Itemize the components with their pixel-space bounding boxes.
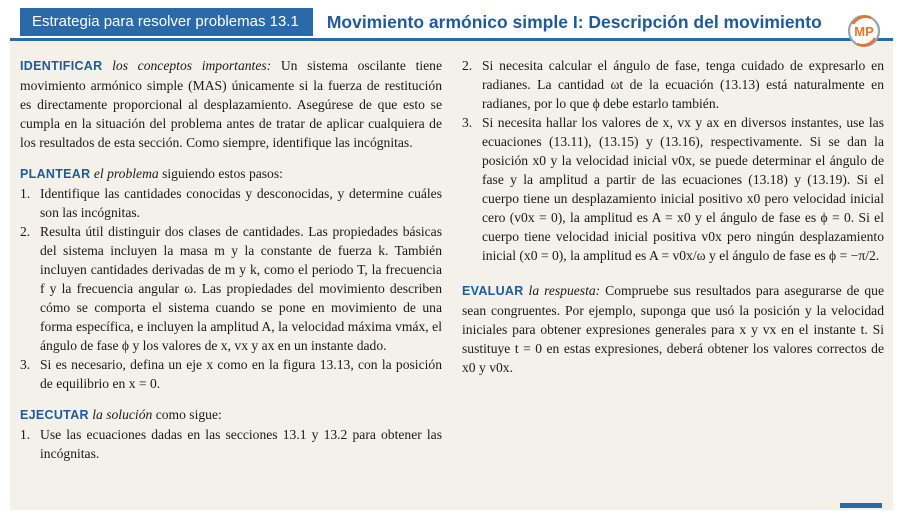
strategy-label: Estrategia para resolver problemas 13.1	[20, 8, 313, 36]
execute-keyword: EJECUTAR	[20, 408, 89, 422]
execute-list-continued	[462, 56, 884, 265]
execute-subtitle: la solución	[92, 407, 153, 422]
list-item	[462, 113, 884, 265]
plan-list	[20, 184, 442, 393]
identify-text: Un sistema oscilante tiene movimiento armónico simple (MAS) únicamente si la fuerza de restitución es directamente proporcional al desplazamiento. Asegúrese de que esto se cumpla en la situación del problema antes de tratar de aplicar cualquiera de los resultados de esta sección. Como siempre, identifique las incógnitas.	[20, 58, 442, 150]
right-column	[462, 56, 884, 389]
evaluate-keyword: EVALUAR	[462, 284, 524, 298]
list-item	[20, 222, 442, 355]
page-title: Movimiento armónico simple I: Descripción del movimiento	[326, 11, 822, 32]
list-item-text: Si necesita calcular el ángulo de fase, tenga cuidado de expresarlo en radianes. La cantidad ωt de la ecuación (13.13) está naturalmente en radianes, por lo que ϕ debe estarlo también.	[482, 58, 884, 111]
list-item-text: Si es necesario, defina un eje x como en la figura 13.13, con la posición de equilibrio en x = 0.	[40, 357, 442, 391]
list-item-number: 2.	[462, 58, 473, 73]
plan-intro: siguiendo estos pasos:	[162, 166, 283, 181]
identify-paragraph	[20, 56, 442, 152]
header	[20, 8, 890, 36]
list-item	[20, 425, 442, 463]
list-item	[462, 56, 884, 113]
list-item-text: Resulta útil distinguir dos clases de cantidades. Las propiedades básicas del sistema incluyen la masa m y la constante de fuerza k. También incluyen cantidades derivadas de m y k, como el periodo T, la frecuencia f y la frecuencia angular ω. Las propiedades del movimiento describen cómo se comporta el sistema cuando se pone en movimiento de una forma específica, e incluyen la amplitud A, la velocidad máxima vmáx, el ángulo de fase ϕ y los valores de x, vx y ax en un instante dado.	[40, 224, 442, 353]
plan-heading	[20, 164, 442, 184]
identify-keyword: IDENTIFICAR	[20, 59, 103, 73]
list-item-number: 2.	[20, 224, 31, 239]
list-item-text: Identifique las cantidades conocidas y desconocidas, y determine cuáles son las incógnitas.	[40, 186, 442, 220]
list-item	[20, 355, 442, 393]
list-item	[20, 184, 442, 222]
execute-heading	[20, 405, 442, 425]
execute-intro: como sigue:	[155, 407, 222, 422]
evaluate-subtitle: la respuesta:	[528, 283, 601, 298]
list-item-number: 3.	[462, 115, 473, 130]
list-item-number: 1.	[20, 186, 31, 201]
evaluate-text: Compruebe sus resultados para asegurarse de que sean congruentes. Por ejemplo, suponga que usó la posición y la velocidad iniciales para obtener expresiones generales para x y vx en el instante t. Si sustituye t = 0 en estas expresiones, deberá obtener los valores correctos de x0 y v0x.	[462, 283, 884, 375]
execute-list	[20, 425, 442, 463]
list-item-number: 1.	[20, 427, 31, 442]
plan-subtitle: el problema	[93, 166, 159, 181]
identify-subtitle: los conceptos importantes:	[112, 58, 272, 73]
execute-continued-section	[462, 56, 884, 265]
evaluate-section	[462, 281, 884, 377]
bottom-accent-bar	[840, 503, 882, 508]
evaluate-paragraph	[462, 281, 884, 377]
left-column	[20, 56, 442, 475]
list-item-text: Si necesita hallar los valores de x, vx y ax en diversos instantes, use las ecuaciones (13.11), (13.15) y (13.16), respectivamente. Si se dan la posición x0 y la velocidad inicial v0x, se puede determinar el ángulo de fase y la amplitud a partir de las ecuaciones (13.18) y (13.19). Si el cuerpo tiene un desplazamiento inicial positivo x0 pero velocidad inicial cero (v0x = 0), la amplitud es A = x0 y el ángulo de fase es ϕ = 0. Si el cuerpo tiene velocidad inicial positiva v0x pero ningún desplazamiento inicial (x0 = 0), la amplitud es A = v0x/ω y el ángulo de fase es ϕ = −π/2.	[482, 115, 884, 263]
plan-keyword: PLANTEAR	[20, 167, 91, 181]
plan-section	[20, 164, 442, 393]
execute-section	[20, 405, 442, 463]
list-item-number: 3.	[20, 357, 31, 372]
list-item-text: Use las ecuaciones dadas en las secciones 13.1 y 13.2 para obtener las incógnitas.	[40, 427, 442, 461]
mastering-physics-logo-icon	[846, 13, 882, 49]
logo-text: MP	[854, 24, 874, 39]
identify-section	[20, 56, 442, 152]
